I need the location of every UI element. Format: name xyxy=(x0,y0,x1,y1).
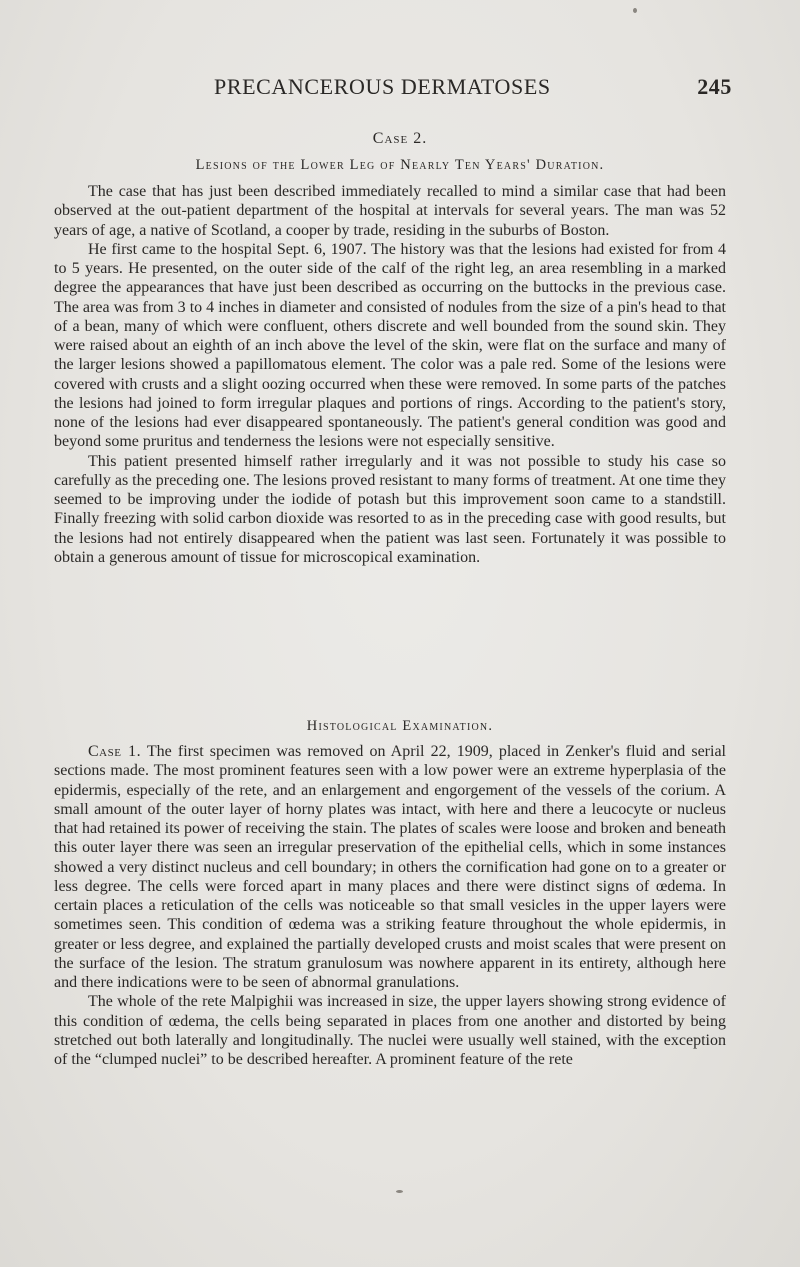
paragraph xyxy=(54,742,726,992)
page-number: 245 xyxy=(697,74,732,99)
paragraph: This patient presented himself rather irregularly and it was not possible to study his case so carefully as the preceding one. The lesions proved resistant to many forms of treatment. At one time they seemed to be improving under the iodide of potash but this improvement soon came to a standstill. Finally freezing with solid carbon dioxide was resorted to as in the preceding case with good results, but the lesions had not entirely disappeared when the patient was last seen. Fortunately it was possible to obtain a generous amount of tissue for microscopical examination. xyxy=(54,452,726,566)
page-speck xyxy=(396,1190,403,1193)
running-title: PRECANCEROUS DERMATOSES xyxy=(214,74,551,99)
paragraph: The case that has just been described immediately recalled to mind a similar case that had been observed at the out-patient department of the hospital at intervals for several years. The man was 52 years of age, a native of Scotland, a cooper by trade, residing in the suburbs of Boston. xyxy=(54,183,726,239)
page-speck xyxy=(633,8,637,13)
section-heading: Histological Examination. xyxy=(306,718,494,734)
case-2-text xyxy=(54,182,726,567)
paragraph-text: The first specimen was removed on April 22, 1909, placed in Zenker's fluid and serial sections made. The most prominent features seen with a low power were an extreme hyperplasia of the epidermis, especially of the rete, and an enlargement and engorgement of the vessels of the corium. A small amount of the outer layer of horny plates was intact, with here and there a leucocyte or nucleus that had retained its power of receiving the stain. The plates of scales were loose and broken and beneath this outer layer there was seen an irregular preservation of the epithelial cells, which in some instances showed a very distinct nucleus and cell boundary; in others the cornification had gone on to a greater or less degree. The cells were forced apart in many places and there were distinct signs of œdema. In certain places a reticulation of the cells was noticeable so that small vesicles in the upper layers were sometimes seen. This condition of œdema was a striking feature throughout the whole epidermis, in greater or less degree, and explained the partially developed crusts and moist scales that were present on the surface of the lesion. The stratum granulosum was nowhere apparent in its entirety, although here and there indications were to be seen of abnormal granulations. xyxy=(54,743,727,991)
histology-text xyxy=(54,742,726,1069)
running-head xyxy=(212,74,732,104)
paragraph: He first came to the hospital Sept. 6, 1907. The history was that the lesions had existed for from 4 to 5 years. He presented, on the outer side of the calf of the right leg, an area resembling in a marked degree the appearances that have just been described as occurring on the buttocks in the previous case. The area was from 3 to 4 inches in diameter and consisted of nodules from the size of a pin's head to that of a bean, many of which were confluent, others discrete and well bounded from the sound skin. They were raised about an eighth of an inch above the level of the skin, were flat on the surface and many of the larger lesions showed a papillomatous element. The color was a pale red. Some of the lesions were covered with crusts and a slight oozing occurred when these were removed. In some parts of the patches the lesions had joined to form irregular plaques and portions of rings. According to the patient's story, none of the lesions had ever disappeared spontaneously. The patient's general condition was good and beyond some pruritus and tenderness the lesions were not especially sensitive. xyxy=(54,240,726,451)
paragraph: The whole of the rete Malpighii was increased in size, the upper layers showing strong evidence of this condition of œdema, the cells being separated in places from one another and distorted by being stretched out both laterally and longitudinally. The nuclei were usually well stained, with the exception of the “clumped nuclei” to be described hereafter. A prominent feature of the rete xyxy=(54,993,726,1068)
case-label: Case 1. xyxy=(88,743,142,760)
case-heading: Case 2. xyxy=(372,130,428,147)
case-subheading: Lesions of the Lower Leg of Nearly Ten Years' Duration. xyxy=(195,157,605,173)
